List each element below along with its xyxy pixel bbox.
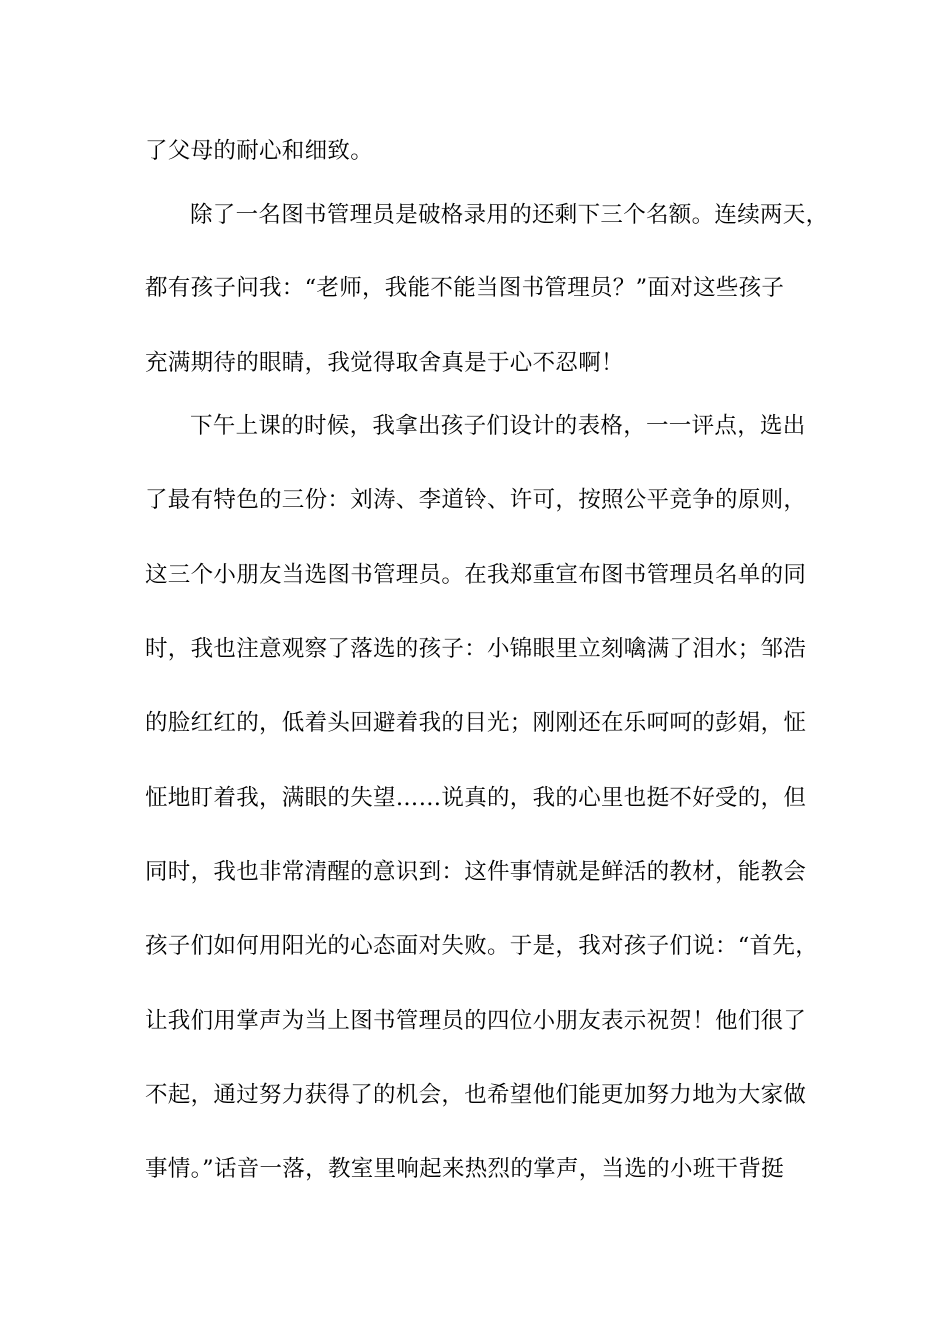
text-line: 时，我也注意观察了落选的孩子：小锦眼里立刻噙满了泪水；邹浩 (145, 636, 807, 662)
text-line: 怔地盯着我，满眼的失望……说真的，我的心里也挺不好受的，但 (145, 785, 807, 811)
text-line: 的脸红红的，低着头回避着我的目光；刚刚还在乐呵呵的彭娟，怔 (145, 710, 807, 736)
paragraph-start-line: 下午上课的时候，我拿出孩子们设计的表格，一一评点，选出 (190, 413, 806, 439)
text-line: 了最有特色的三份：刘涛、李道铃、许可，按照公平竞争的原则， (145, 487, 807, 513)
text-line: 让我们用掌声为当上图书管理员的四位小朋友表示祝贺！他们很了 (145, 1008, 807, 1034)
text-line: 事情。”话音一落，教室里响起来热烈的掌声，当选的小班干背挺 (145, 1156, 784, 1182)
text-line: 这三个小朋友当选图书管理员。在我郑重宣布图书管理员名单的同 (145, 562, 807, 588)
paragraph-start-line: 除了一名图书管理员是破格录用的还剩下三个名额。连续两天， (190, 202, 829, 228)
text-line: 都有孩子问我：“老师，我能不能当图书管理员？”面对这些孩子 (145, 275, 785, 301)
text-line: 了父母的耐心和细致。 (145, 138, 374, 164)
text-line: 同时，我也非常清醒的意识到：这件事情就是鲜活的教材，能教会 (145, 859, 807, 885)
text-line: 孩子们如何用阳光的心态面对失败。于是，我对孩子们说：“首先， (145, 933, 819, 959)
text-line: 不起，通过努力获得了的机会，也希望他们能更加努力地为大家做 (145, 1082, 807, 1108)
text-line: 充满期待的眼睛，我觉得取舍真是于心不忍啊！ (145, 350, 624, 376)
